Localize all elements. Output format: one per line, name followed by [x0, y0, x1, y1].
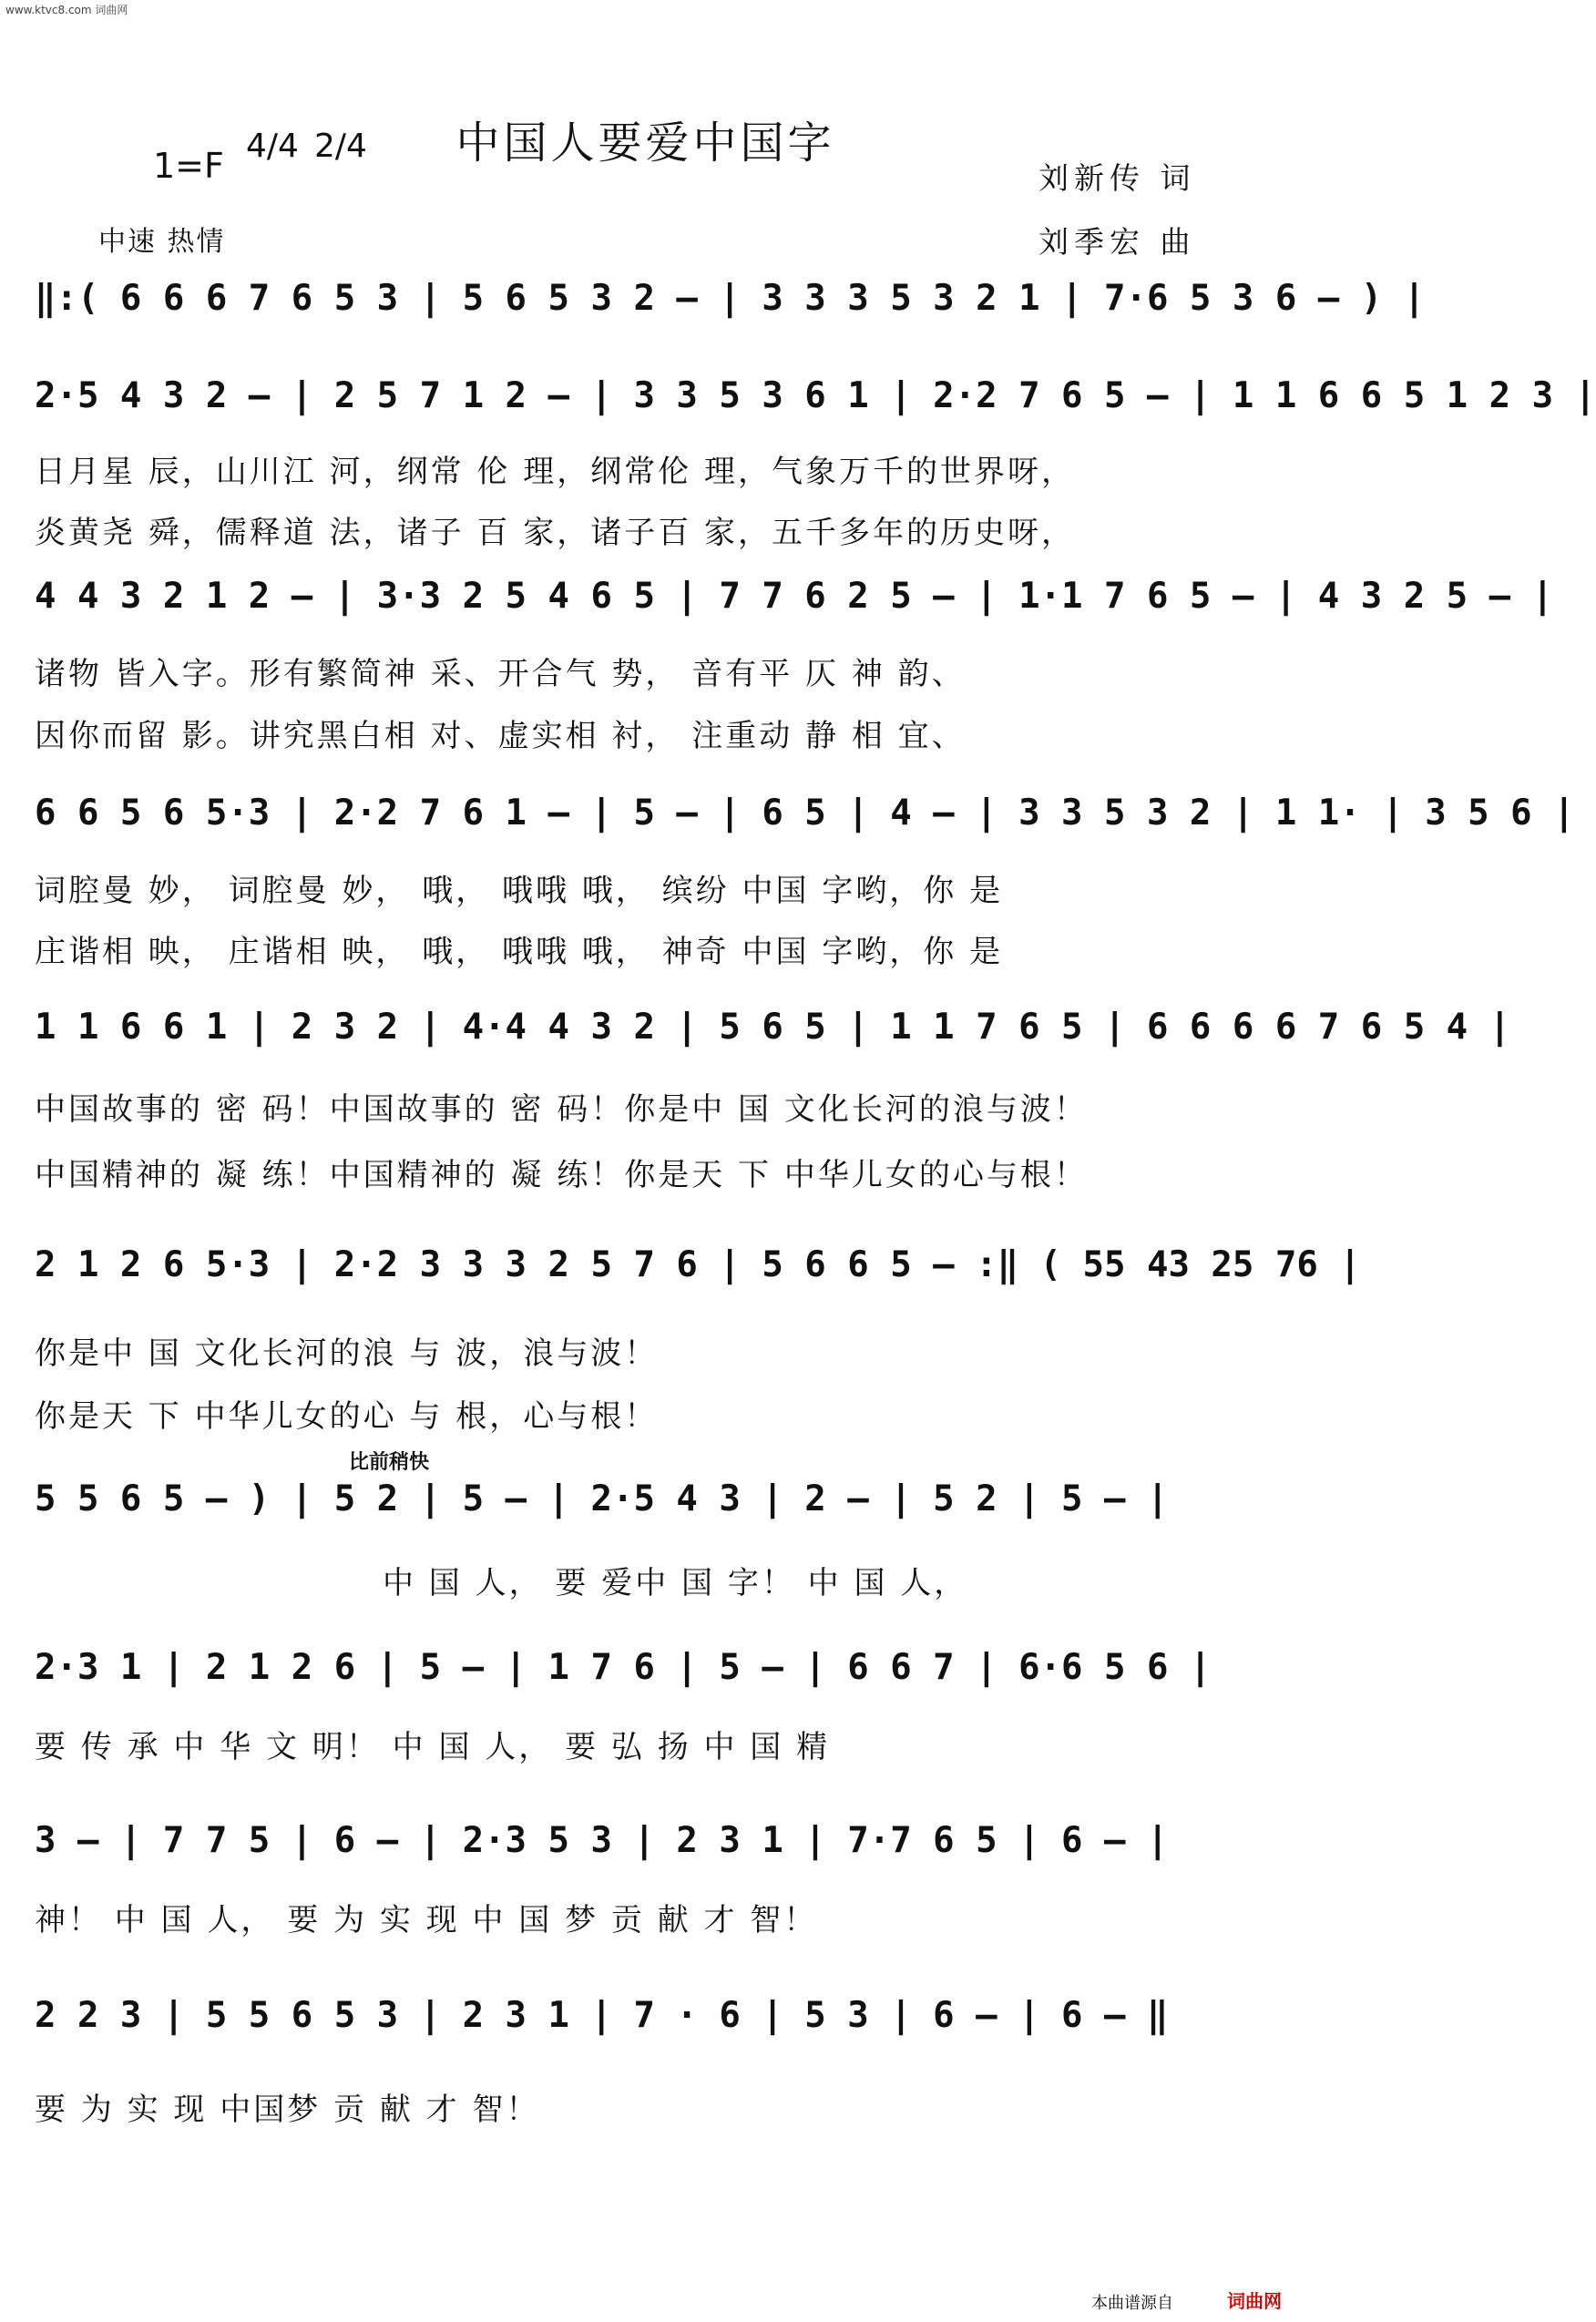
tempo-direction: 比前稍快	[349, 1451, 430, 1474]
notation-line-9: 3 — | 7 7 5 | 6 — | 2·3 5 3 | 2 3 1 | 7·7 6 5 | 6 — |	[35, 1820, 1169, 1861]
lyric-line-1: 日月星 辰，山川江 河，纲常 伦 理，纲常伦 理，气象万千的世界呀，	[35, 454, 1076, 490]
notation-line-10: 2 2 3 | 5 5 6 5 3 | 2 3 1 | 7 · 6 | 5 3 | 6 — | 6 — ‖	[35, 1995, 1169, 2036]
lyric-line-14: 要 为 实 现 中国梦 贡 献 才 智！	[35, 2092, 540, 2128]
watermark-top: www.ktvc8.com 词曲网	[5, 4, 128, 16]
time-signature-4-4: 4/4	[246, 128, 299, 165]
lyric-line-10: 你是天 下 中华儿女的心 与 根，心与根！	[35, 1398, 659, 1435]
footer-brand: 词曲网	[1227, 2290, 1282, 2312]
notation-line-3: 4 4 3 2 1 2 — | 3·3 2 5 4 6 5 | 7 7 6 2 5 — | 1·1 7 6 5 — | 4 3 2 5 — |	[35, 576, 1554, 617]
notation-line-6: 2 1 2 6 5·3 | 2·2 3 3 3 2 5 7 6 | 5 6 6 5 — :‖ ( 55 43 25 76 |	[35, 1244, 1361, 1285]
lyricist-credit: 刘新传 词	[1038, 160, 1196, 196]
composer-credit: 刘季宏 曲	[1038, 224, 1196, 260]
lyric-line-12: 要 传 承 中 华 文 明！ 中 国 人， 要 弘 扬 中 国 精	[35, 1729, 831, 1765]
lyric-line-7: 中国故事的 密 码！中国故事的 密 码！你是中 国 文化长河的浪与波！	[35, 1091, 1088, 1128]
lyric-line-13: 神！ 中 国 人， 要 为 实 现 中 国 梦 贡 献 才 智！	[35, 1902, 818, 1938]
tempo-marking: 中速 热情	[98, 226, 226, 258]
lyric-line-8: 中国精神的 凝 练！中国精神的 凝 练！你是天 下 中华儿女的心与根！	[35, 1157, 1088, 1193]
notation-line-8: 2·3 1 | 2 1 2 6 | 5 — | 1 7 6 | 5 — | 6 6 7 | 6·6 5 6 |	[35, 1647, 1212, 1688]
lyric-line-5: 词腔曼 妙， 词腔曼 妙， 哦， 哦哦 哦， 缤纷 中国 字哟，你 是	[35, 873, 1004, 909]
footer-source: 本曲谱源自	[1091, 2294, 1173, 2313]
notation-line-2: 2·5 4 3 2 — | 2 5 7 1 2 — | 3 3 5 3 6 1 | 2·2 7 6 5 — | 1 1 6 6 5 1 2 3 |	[35, 375, 1596, 416]
lyric-line-9: 你是中 国 文化长河的浪 与 波，浪与波！	[35, 1335, 659, 1372]
lyric-line-11: 中 国 人， 要 爱中 国 字！ 中 国 人，	[383, 1565, 968, 1601]
lyric-line-4: 因你而留 影。讲究黑白相 对、虚实相 衬， 注重动 静 相 宜、	[35, 718, 966, 754]
notation-line-5: 1 1 6 6 1 | 2 3 2 | 4·4 4 3 2 | 5 6 5 | 1 1 7 6 5 | 6 6 6 6 7 6 5 4 |	[35, 1007, 1511, 1048]
lyric-line-3: 诸物 皆入字。形有繁简神 采、开合气 势， 音有平 仄 神 韵、	[35, 656, 966, 692]
notation-line-4: 6 6 5 6 5·3 | 2·2 7 6 1 — | 5 — | 6 5 | 4 — | 3 3 5 3 2 | 1 1· | 3 5 6 |	[35, 793, 1575, 834]
lyric-line-2: 炎黄尧 舜，儒释道 法，诸子 百 家，诸子百 家，五千多年的历史呀，	[35, 515, 1076, 551]
notation-line-7: 5 5 6 5 — ) | 5 2 | 5 — | 2·5 4 3 | 2 — | 5 2 | 5 — |	[35, 1478, 1169, 1519]
time-signature-2-4: 2/4	[314, 128, 367, 165]
song-title: 中国人要爱中国字	[455, 118, 835, 169]
key-signature: 1=F	[153, 146, 224, 186]
notation-line-1: ‖:( 6 6 6 7 6 5 3 | 5 6 5 3 2 — | 3 3 3 5 3 2 1 | 7·6 5 3 6 — ) |	[35, 278, 1426, 319]
lyric-line-6: 庄谐相 映， 庄谐相 映， 哦， 哦哦 哦， 神奇 中国 字哟，你 是	[35, 934, 1004, 970]
